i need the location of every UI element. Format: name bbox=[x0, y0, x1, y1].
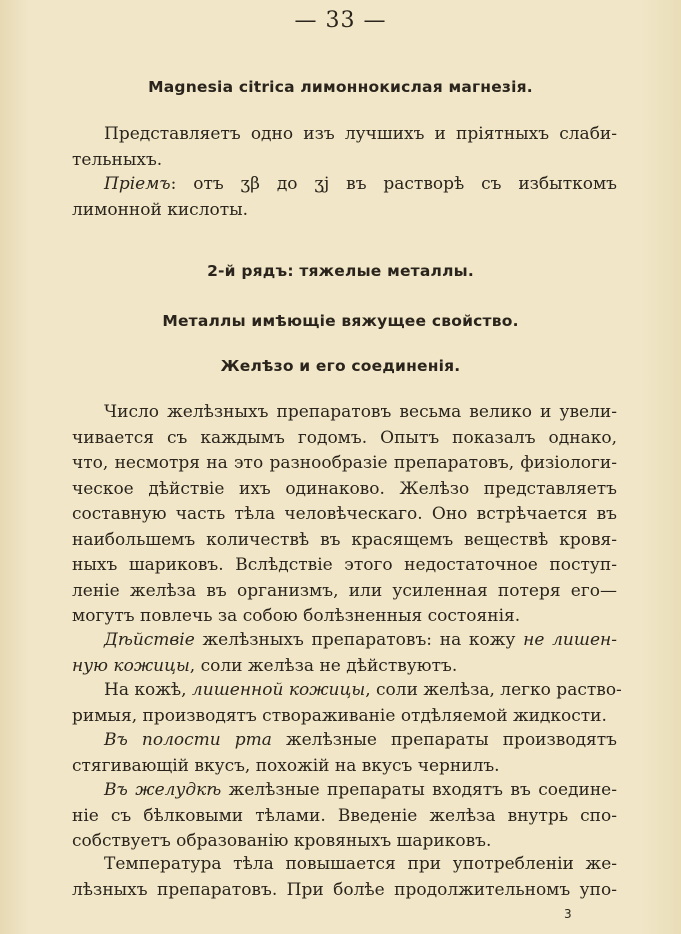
text-line: могутъ повлечь за собою болѣзненныя состоянія. bbox=[72, 606, 521, 626]
text-line: Число желѣзныхъ препаратовъ весьма велико и увели- bbox=[104, 402, 617, 422]
text-line bbox=[72, 728, 617, 754]
text-span: На кожѣ, bbox=[104, 680, 192, 700]
heading-astringent-metals: Металлы имѣющіе вяжущее свойство. bbox=[162, 312, 519, 330]
text-line: Представляетъ одно изъ лучшихъ и пріятныхъ слаби- bbox=[104, 124, 617, 144]
printer-signature-mark: 3 bbox=[564, 907, 572, 921]
text-line: чивается съ каждымъ годомъ. Опытъ показалъ однако, bbox=[72, 427, 617, 448]
text-span: желѣзные препараты входятъ въ соедине- bbox=[221, 780, 617, 800]
text-line bbox=[72, 628, 617, 654]
emphasis-text: ную кожицы bbox=[72, 655, 190, 676]
text-span: , соли желѣза, легко раство- bbox=[365, 680, 622, 700]
paragraph-magnesia-dosage bbox=[72, 172, 617, 223]
text-line bbox=[72, 678, 622, 704]
emphasis-text: не лишен- bbox=[523, 630, 617, 650]
paragraph-iron-mouth bbox=[72, 728, 617, 779]
page-number: — 33 — bbox=[294, 8, 387, 33]
text-span: желѣзныхъ препаратовъ: на кожу bbox=[194, 630, 524, 650]
paragraph-iron-overview bbox=[72, 400, 617, 630]
text-line: собствуетъ образованію кровяныхъ шариковъ. bbox=[72, 831, 492, 851]
heading-magnesia-citrica: Magnesia citrica лимоннокислая магнезія. bbox=[148, 78, 533, 96]
text-line: лимонной кислоты. bbox=[72, 199, 249, 220]
text-line: римыя, производятъ створаживаніе отдѣляемой жидкости. bbox=[72, 705, 607, 726]
heading-iron-compounds: Желѣзо и его соединенія. bbox=[220, 357, 461, 375]
text-line bbox=[72, 654, 617, 680]
emphasis-text: Въ желудкѣ bbox=[104, 780, 222, 800]
text-line: что, несмотря на это разнообразіе препаратовъ, физіологи- bbox=[72, 453, 617, 473]
paragraph-magnesia-description bbox=[72, 122, 617, 173]
text-line: ческое дѣйствіе ихъ одинаково. Желѣзо представляетъ bbox=[72, 478, 617, 499]
dosage-text: : отъ ʒβ до ʒj въ растворѣ съ избыткомъ bbox=[170, 174, 617, 194]
paragraph-iron-broken-skin bbox=[72, 678, 622, 729]
dosage-label: Пріемъ bbox=[104, 174, 171, 194]
text-line: лѣзныхъ препаратовъ. При болѣе продолжительномъ упо- bbox=[72, 879, 617, 900]
text-line: наибольшемъ количествѣ въ красящемъ веществѣ кровя- bbox=[72, 529, 617, 550]
text-line: тельныхъ. bbox=[72, 149, 163, 170]
paragraph-iron-temperature bbox=[72, 852, 617, 903]
paragraph-iron-stomach bbox=[72, 778, 617, 855]
text-line: леніе желѣза въ организмъ, или усиленная потеря его— bbox=[72, 580, 617, 601]
text-line: ныхъ шариковъ. Вслѣдствіе этого недостаточное поступ- bbox=[72, 555, 617, 575]
heading-heavy-metals: 2-й рядъ: тяжелые металлы. bbox=[207, 262, 474, 280]
text-line: ніе съ бѣлковыми тѣлами. Введеніе желѣза внутрь спо- bbox=[72, 805, 617, 826]
text-line: стягивающій вкусъ, похожій на вкусъ чернилъ. bbox=[72, 755, 500, 776]
text-line bbox=[72, 778, 617, 804]
text-line: Температура тѣла повышается при употребленіи же- bbox=[104, 854, 617, 874]
text-line: составную часть тѣла человѣческаго. Оно встрѣчается въ bbox=[72, 504, 617, 524]
paragraph-iron-action-skin bbox=[72, 628, 617, 679]
text-span: желѣзные препараты производятъ bbox=[271, 730, 617, 750]
emphasis-text: Дѣйствіе bbox=[104, 630, 195, 650]
emphasis-text: лишенной кожицы bbox=[191, 680, 366, 700]
text-span: , соли желѣза не дѣйствуютъ. bbox=[189, 655, 458, 676]
text-line bbox=[72, 172, 617, 198]
emphasis-text: Въ полости рта bbox=[104, 730, 272, 750]
